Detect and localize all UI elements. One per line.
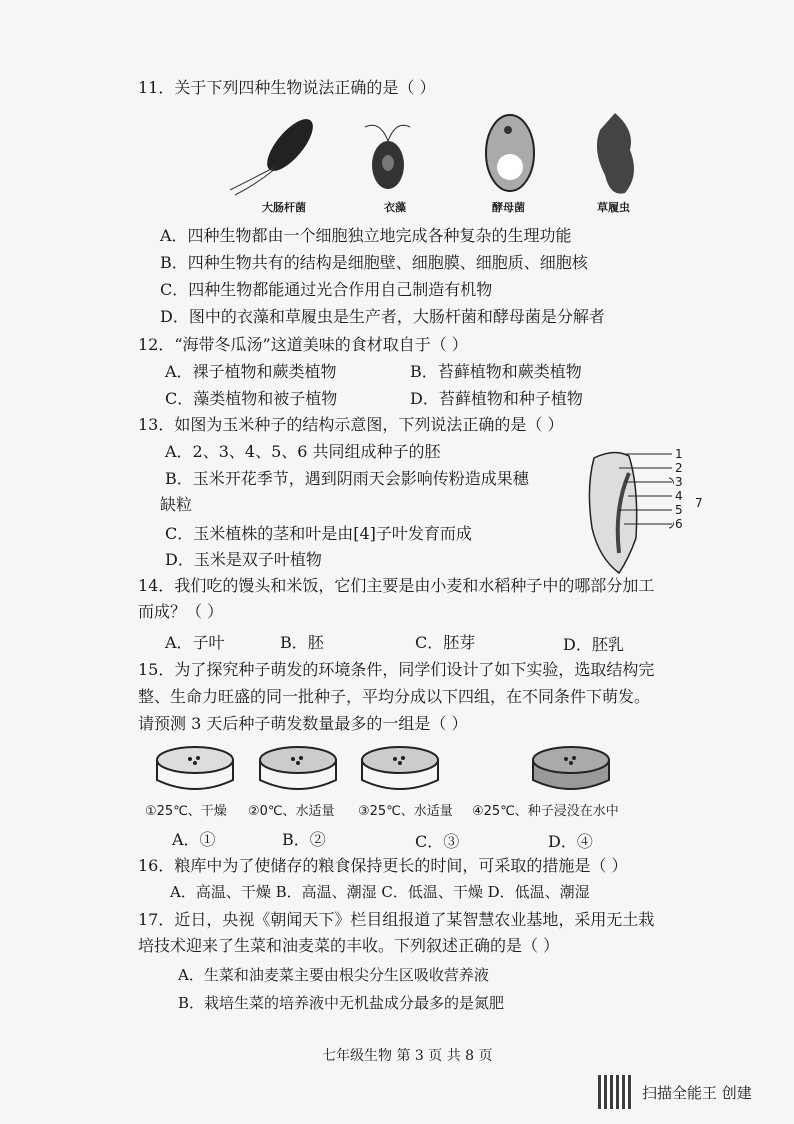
petri-dish-2 xyxy=(260,747,336,789)
qr-code-icon xyxy=(598,1075,632,1109)
q13-option-c: C．玉米植株的茎和叶是由[4]子叶发育而成 xyxy=(165,524,472,543)
chlamydomonas-illustration xyxy=(365,125,410,189)
q15-stem-cont: 整、生命力旺盛的同一批种子，平均分成以下四组，在不同条件下萌发。 xyxy=(138,687,651,706)
petri-dish-3 xyxy=(362,747,438,789)
label-paramecium: 草履虫 xyxy=(597,201,630,214)
q11-option-b: B．四种生物共有的结构是细胞壁、细胞膜、细胞质、细胞核 xyxy=(160,253,588,272)
q14-option-d: D．胚乳 xyxy=(563,635,624,654)
embryo-brace xyxy=(669,478,674,528)
q17-stem-cont: 培技术迎来了生菜和油麦菜的丰收。下列叙述正确的是（ ） xyxy=(138,936,560,955)
q14-option-a: A．子叶 xyxy=(165,633,225,652)
q14-stem: 14．我们吃的馒头和米饭，它们主要是由小麦和水稻种子中的哪部分加工 xyxy=(138,576,655,595)
seed-label-1: 1 xyxy=(675,447,683,461)
seed-label-6: 6 xyxy=(675,517,683,531)
q12-option-b: B．苔藓植物和蕨类植物 xyxy=(410,362,582,381)
q15-option-c: C．③ xyxy=(415,832,460,851)
q17-stem: 17．近日，央视《朝闻天下》栏目组报道了某智慧农业基地，采用无土栽 xyxy=(138,910,655,929)
q15-option-d: D．④ xyxy=(548,832,593,851)
q15-stem-cont2: 请预测 3 天后种子萌发数量最多的一组是（ ） xyxy=(138,714,468,733)
dish-label-3: ③25℃、水适量 xyxy=(358,804,453,819)
dish-label-1: ①25℃、干燥 xyxy=(145,804,227,819)
q12-option-c: C．藻类植物和被子植物 xyxy=(165,389,338,408)
petri-dishes-figure xyxy=(150,738,670,803)
dish-label-2: ②0℃、水适量 xyxy=(248,804,335,819)
q12-option-d: D．苔藓植物和种子植物 xyxy=(410,389,583,408)
seed-label-7: 7 xyxy=(695,496,703,510)
corn-seed-figure xyxy=(584,448,674,578)
q11-option-a: A．四种生物都由一个细胞独立地完成各种复杂的生理功能 xyxy=(160,226,572,245)
q16-stem: 16．粮库中为了使储存的粮食保持更长的时间，可采取的措施是（ ） xyxy=(138,856,628,875)
label-e-coli: 大肠杆菌 xyxy=(262,201,306,214)
q13-option-b: B．玉米开花季节，遇到阴雨天会影响传粉造成果穗 xyxy=(165,469,529,488)
q14-option-b: B．胚 xyxy=(280,633,324,652)
petri-dish-4 xyxy=(533,747,609,789)
q13-option-b-cont: 缺粒 xyxy=(160,495,193,514)
q11-organisms-figure xyxy=(220,105,660,200)
q15-stem: 15．为了探究种子萌发的环境条件，同学们设计了如下实验，选取结构完 xyxy=(138,660,655,679)
paramecium-illustration xyxy=(597,113,634,194)
q11-stem: 11．关于下列四种生物说法正确的是（ ） xyxy=(138,78,436,97)
q14-stem-cont: 而成？（ ） xyxy=(138,602,224,621)
q12-option-a: A．裸子植物和蕨类植物 xyxy=(165,362,337,381)
label-chlamydomonas: 衣藻 xyxy=(384,201,406,214)
page-footer: 七年级生物 第 3 页 共 8 页 xyxy=(322,1048,493,1064)
seed-label-4: 4 xyxy=(675,489,683,503)
petri-dish-1 xyxy=(157,747,233,789)
q13-option-a: A．2、3、4、5、6 共同组成种子的胚 xyxy=(165,442,441,461)
scanner-watermark: 扫描全能王 创建 xyxy=(642,1084,752,1102)
seed-label-5: 5 xyxy=(675,503,683,517)
q17-option-b: B．栽培生菜的培养液中无机盐成分最多的是氮肥 xyxy=(178,994,505,1012)
seed-label-2: 2 xyxy=(675,461,683,475)
q12-stem: 12．“海带冬瓜汤”这道美味的食材取自于（ ） xyxy=(138,335,468,354)
q17-option-a: A．生菜和油麦菜主要由根尖分生区吸收营养液 xyxy=(178,966,489,984)
q15-option-b: B．② xyxy=(282,830,326,849)
e-coli-illustration xyxy=(230,112,321,195)
q13-option-d: D．玉米是双子叶植物 xyxy=(165,550,322,569)
q11-option-d: D．图中的衣藻和草履虫是生产者，大肠杆菌和酵母菌是分解者 xyxy=(160,307,605,326)
yeast-illustration xyxy=(486,115,534,191)
seed-label-3: 3 xyxy=(675,475,683,489)
q11-option-c: C．四种生物都能通过光合作用自己制造有机物 xyxy=(160,280,493,299)
q14-option-c: C．胚芽 xyxy=(415,633,476,652)
label-yeast: 酵母菌 xyxy=(492,201,525,214)
q15-option-a: A．① xyxy=(172,830,216,849)
dish-label-4: ④25℃、种子浸没在水中 xyxy=(472,804,619,819)
q13-stem: 13．如图为玉米种子的结构示意图，下列说法正确的是（ ） xyxy=(138,415,564,434)
q16-options: A．高温、干燥 B．高温、潮湿 C．低温、干燥 D．低温、潮湿 xyxy=(170,883,590,901)
